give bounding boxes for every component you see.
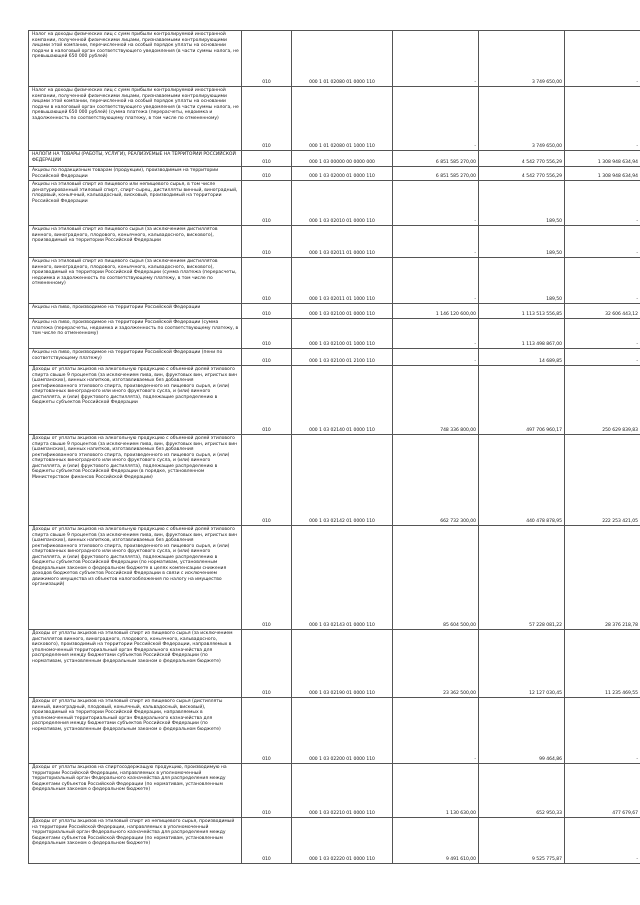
row-name: Доходы от уплаты акцизов на алкогольную продукцию с объемной долей этилового спирта свыше 9 процентов (за исключением пива, вин, фруктовых вин, игристых вин (шампанских), винных напитков, изготавливаемых без добавления ректификованного этилового спирта, произведенного из пищевого сырья, и (или) спиртованных виноградного или иного фруктового сусла, и (или) винного дистиллята, и (или) фруктового дистиллята), подлежащие распределению в бюджеты субъектов Российской Федерации (в порядке, установленном Министерством финансов Российской Федерации) xyxy=(29,435,242,526)
row-name: Акцизы по подакцизным товарам (продукции), производимым на территории Российской Федерации xyxy=(29,167,242,181)
row-budget: 23 362 500,00 xyxy=(393,630,479,698)
row-executed: 189,50 xyxy=(479,226,565,258)
row-code: 010 xyxy=(242,258,292,304)
row-name: Доходы от уплаты акцизов на алкогольную продукцию с объемной долей этилового спирта свыше 9 процентов (за исключением пива, вин, фруктовых вин, игристых вин (шампанских), винных напитков, изготавливаемых без добавления ректификованного этилового спирта, произведенного из пищевого сырья, и (или) спиртованных виноградного или иного фруктового сусла, и (или) винного дистиллята, и (или) фруктового дистиллята), подлежащие распределению в бюджеты субъектов Российской Федерации xyxy=(29,366,242,435)
row-budget: 6 851 585 270,00 xyxy=(393,167,479,181)
row-budget: 85 604 500,00 xyxy=(393,526,479,630)
row-unexecuted: - xyxy=(565,258,640,304)
row-executed: 189,50 xyxy=(479,181,565,226)
row-kbk: 000 1 03 02011 01 1000 110 xyxy=(292,258,393,304)
row-unexecuted: 1 308 948 634,94 xyxy=(565,151,640,167)
table-row xyxy=(29,226,640,258)
table-row xyxy=(29,526,640,630)
row-budget: - xyxy=(393,319,479,349)
row-kbk: 000 1 01 02080 01 1000 110 xyxy=(292,87,393,151)
row-code: 010 xyxy=(242,167,292,181)
row-code: 010 xyxy=(242,31,292,87)
row-kbk: 000 1 03 00000 00 0000 000 xyxy=(292,151,393,167)
table-row xyxy=(29,435,640,526)
row-code: 010 xyxy=(242,366,292,435)
table-body xyxy=(29,31,640,864)
row-executed: 4 542 770 556,29 xyxy=(479,167,565,181)
table-row xyxy=(29,764,640,818)
row-executed: 1 113 513 556,85 xyxy=(479,304,565,319)
row-executed: 1 113 498 867,00 xyxy=(479,319,565,349)
row-kbk: 000 1 03 02010 01 0000 110 xyxy=(292,181,393,226)
row-kbk: 000 1 03 02190 01 0000 110 xyxy=(292,630,393,698)
table-row xyxy=(29,31,640,87)
row-executed: 57 228 081,22 xyxy=(479,526,565,630)
row-unexecuted: - xyxy=(565,31,640,87)
row-unexecuted: 222 253 421,05 xyxy=(565,435,640,526)
row-unexecuted: - xyxy=(565,349,640,366)
row-name: Налог на доходы физических лиц с сумм прибыли контролируемой иностранной компании, полученной физическими лицами, признаваемыми контролирующими лицами этой компании, перечисленной на особый порядок уплаты на основании подачи в налоговый орган соответствующего уведомления (в части суммы налога, не превышающей 650 000 рублей) xyxy=(29,31,242,87)
row-budget: - xyxy=(393,87,479,151)
row-kbk: 000 1 03 02200 01 0000 110 xyxy=(292,698,393,764)
row-unexecuted: 11 235 469,55 xyxy=(565,630,640,698)
row-name: Налог на доходы физических лиц с сумм прибыли контролируемой иностранной компании, полученной физическими лицами, признаваемыми контролирующими лицами этой компании, перечисленной на особый порядок уплаты на основании подачи в налоговый орган соответствующего уведомления (в части суммы налога, не превышающей 650 000 рублей) (сумма платежа (перерасчеты, недоимка и задолженность по соответствующему платежу, в том числе по отмененному) xyxy=(29,87,242,151)
row-kbk: 000 1 03 02142 01 0000 110 xyxy=(292,435,393,526)
row-name: Акцизы на этиловый спирт из пищевого сырья (за исключением дистиллятов винного, виноградного, плодового, коньячного, кальвадосного, вискового), производимый на территории Российской Федерации (сумма платежа (перерасчеты, недоимка и задолженность по соответствующему платежу, в том числе по отмененному) xyxy=(29,258,242,304)
row-unexecuted: - xyxy=(565,818,640,864)
row-unexecuted: 250 629 839,83 xyxy=(565,366,640,435)
row-code: 010 xyxy=(242,630,292,698)
row-executed: 99 464,86 xyxy=(479,698,565,764)
row-unexecuted: 1 308 948 634,94 xyxy=(565,167,640,181)
row-code: 010 xyxy=(242,181,292,226)
row-kbk: 000 1 03 02011 01 0000 110 xyxy=(292,226,393,258)
row-code: 010 xyxy=(242,526,292,630)
row-kbk: 000 1 01 02080 01 0000 110 xyxy=(292,31,393,87)
row-name: Доходы от уплаты акцизов на этиловый спирт из пищевого сырья (за исключением дистиллятов винного, виноградного, плодового, коньячного, кальвадосного, вискового), производимый на территории Российской Федерации, направляемых в уполномоченный территориальный орган Федерального казначейства для распределения между бюджетами субъектов Российской Федерации (по нормативам, установленным федеральным законом о федеральном бюджете) xyxy=(29,630,242,698)
row-kbk: 000 1 03 02220 01 0000 110 xyxy=(292,818,393,864)
row-code: 010 xyxy=(242,319,292,349)
row-name: НАЛОГИ НА ТОВАРЫ (РАБОТЫ, УСЛУГИ), РЕАЛИЗУЕМЫЕ НА ТЕРРИТОРИИ РОССИЙСКОЙ ФЕДЕРАЦИИ xyxy=(29,151,242,167)
row-name: Доходы от уплаты акцизов на этиловый спирт из непищевого сырья, производимый на территории Российской Федерации, направляемых в уполномоченный территориальный орган Федерального казначейства для распределения между бюджетами субъектов Российской Федерации (по нормативам, установленным федеральным законом о федеральном бюджете) xyxy=(29,818,242,864)
row-budget: - xyxy=(393,698,479,764)
row-budget: 662 732 300,00 xyxy=(393,435,479,526)
table-row xyxy=(29,366,640,435)
row-budget: - xyxy=(393,226,479,258)
row-executed: 4 542 770 556,29 xyxy=(479,151,565,167)
row-unexecuted: - xyxy=(565,181,640,226)
row-executed: 440 478 878,95 xyxy=(479,435,565,526)
row-budget: 1 146 120 600,00 xyxy=(393,304,479,319)
row-executed: 9 525 775,87 xyxy=(479,818,565,864)
table-row xyxy=(29,87,640,151)
row-executed: 189,50 xyxy=(479,258,565,304)
row-unexecuted: 477 679,67 xyxy=(565,764,640,818)
table-row xyxy=(29,258,640,304)
table-row xyxy=(29,818,640,864)
table-row xyxy=(29,630,640,698)
row-name: Доходы от уплаты акцизов на алкогольную продукцию с объемной долей этилового спирта свыше 9 процентов (за исключением пива, вин, фруктовых вин, игристых вин (шампанских), винных напитков, изготавливаемых без добавления ректификованного этилового спирта, произведенного из пищевого сырья, и (или) спиртованных виноградного или иного фруктового сусла, и (или) винного дистиллята, и (или) фруктового дистиллята), подлежащие распределению в бюджеты субъектов Российской Федерации (по нормативам, установленным федеральным законом о федеральном бюджете в целях компенсации снижения доходов бюджетов субъектов Российской Федерации в связи с исключением движимого имущества из объектов налогообложения по налогу на имущество организаций) xyxy=(29,526,242,630)
row-code: 010 xyxy=(242,87,292,151)
row-unexecuted: 28 376 218,78 xyxy=(565,526,640,630)
row-kbk: 000 1 03 02000 01 0000 110 xyxy=(292,167,393,181)
row-budget: 748 336 800,00 xyxy=(393,366,479,435)
row-kbk: 000 1 03 02143 01 0000 110 xyxy=(292,526,393,630)
row-code: 010 xyxy=(242,764,292,818)
row-executed: 3 749 650,00 xyxy=(479,87,565,151)
row-budget: - xyxy=(393,258,479,304)
table-row xyxy=(29,181,640,226)
row-code: 010 xyxy=(242,698,292,764)
row-name: Доходы от уплаты акцизов на спиртосодержащую продукцию, производимую на территории Российской Федерации, направляемых в уполномоченный территориальный орган Федерального казначейства для распределения между бюджетами субъектов Российской Федерации (по нормативам, установленным федеральным законом о федеральном бюджете) xyxy=(29,764,242,818)
row-unexecuted: - xyxy=(565,87,640,151)
row-kbk: 000 1 03 02140 01 0000 110 xyxy=(292,366,393,435)
row-name: Доходы от уплаты акцизов на этиловый спирт из пищевого сырья (дистилляты винный, виноградный, плодовый, коньячный, кальвадосный, висковый), производимый на территории Российской Федерации, направляемых в уполномоченный территориальный орган Федерального казначейства для распределения между бюджетами субъектов Российской Федерации (по нормативам, установленным федеральным законом о федеральном бюджете) xyxy=(29,698,242,764)
budget-execution-table xyxy=(28,30,640,864)
table-row xyxy=(29,304,640,319)
row-budget: - xyxy=(393,31,479,87)
table-row xyxy=(29,319,640,349)
table-row xyxy=(29,151,640,167)
row-executed: 652 950,33 xyxy=(479,764,565,818)
row-executed: 12 127 030,45 xyxy=(479,630,565,698)
row-kbk: 000 1 03 02100 01 1000 110 xyxy=(292,319,393,349)
row-code: 010 xyxy=(242,226,292,258)
row-kbk: 000 1 03 02210 01 0000 110 xyxy=(292,764,393,818)
row-name: Акцизы на пиво, производимое на территории Российской Федерации (пени по соответствующему платежу) xyxy=(29,349,242,366)
row-name: Акцизы на пиво, производимое на территории Российской Федерации xyxy=(29,304,242,319)
row-kbk: 000 1 03 02100 01 2100 110 xyxy=(292,349,393,366)
row-unexecuted: - xyxy=(565,698,640,764)
row-executed: 14 689,85 xyxy=(479,349,565,366)
row-kbk: 000 1 03 02100 01 0000 110 xyxy=(292,304,393,319)
row-budget: 9 491 610,00 xyxy=(393,818,479,864)
row-name: Акцизы на этиловый спирт из пищевого сырья (за исключением дистиллятов винного, виноградного, плодового, коньячного, кальвадосного, вискового), производимый на территории Российской Федерации xyxy=(29,226,242,258)
table-row xyxy=(29,698,640,764)
row-code: 010 xyxy=(242,349,292,366)
row-executed: 497 706 960,17 xyxy=(479,366,565,435)
row-executed: 3 749 650,00 xyxy=(479,31,565,87)
row-budget: - xyxy=(393,181,479,226)
row-budget: 1 130 630,00 xyxy=(393,764,479,818)
row-code: 010 xyxy=(242,304,292,319)
row-name: Акцизы на этиловый спирт из пищевого или непищевого сырья, в том числе денатурированный этиловый спирт, спирт-сырец, дистилляты винный, виноградный, плодовый, коньячный, кальвадосный, висковый, производимый на территории Российской Федерации xyxy=(29,181,242,226)
row-unexecuted: - xyxy=(565,319,640,349)
row-code: 010 xyxy=(242,435,292,526)
table-row xyxy=(29,167,640,181)
row-name: Акцизы на пиво, производимое на территории Российской Федерации (сумма платежа (перерасчеты, недоимка и задолженность по соответствующему платежу, в том числе по отмененному) xyxy=(29,319,242,349)
row-unexecuted: 32 606 443,12 xyxy=(565,304,640,319)
row-budget: 6 851 585 270,00 xyxy=(393,151,479,167)
row-unexecuted: - xyxy=(565,226,640,258)
row-budget: - xyxy=(393,349,479,366)
row-code: 010 xyxy=(242,151,292,167)
row-code: 010 xyxy=(242,818,292,864)
table-row xyxy=(29,349,640,366)
